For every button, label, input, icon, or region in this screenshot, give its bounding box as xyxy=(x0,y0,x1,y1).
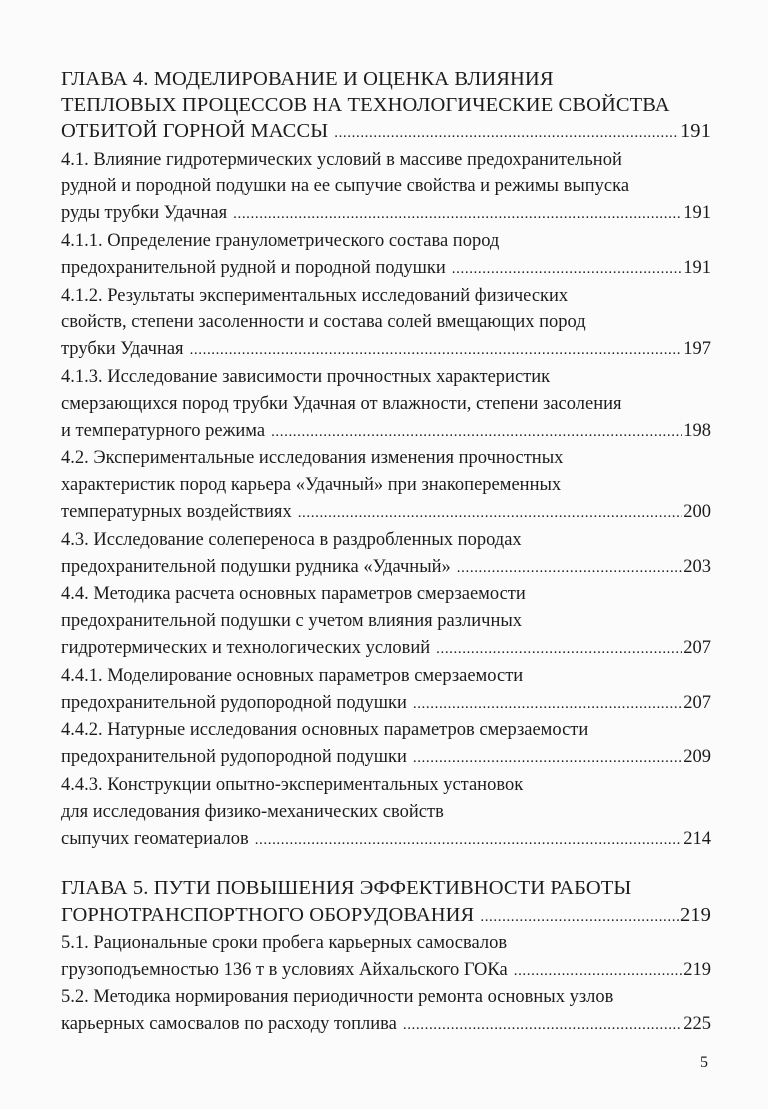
toc-entry-line: и температурного режима xyxy=(61,420,266,441)
toc-entry-line: рудной и породной подушки на ее сыпучие свойства и режимы выпуска xyxy=(61,176,630,197)
toc-entry-line: ОТБИТОЙ ГОРНОЙ МАССЫ xyxy=(61,120,329,143)
toc-entry xyxy=(61,147,711,228)
toc-page-number: 191 xyxy=(683,257,711,278)
toc-entry-line: грузоподъемностью 136 т в условиях Айхальского ГОКа xyxy=(61,959,508,980)
toc-chapter-entry xyxy=(61,66,711,147)
toc-entry xyxy=(61,283,711,364)
toc-entry-line: 4.3. Исследование солепереноса в раздробленных породах xyxy=(61,529,522,550)
toc-entry xyxy=(61,228,711,283)
toc-entry-last-line xyxy=(61,499,711,527)
toc-entry-last-line xyxy=(61,744,711,772)
toc-entry-line: 5.2. Методика нормирования периодичности ремонта основных узлов xyxy=(61,987,614,1008)
dot-leader xyxy=(255,827,683,854)
toc-page-number: 214 xyxy=(683,828,711,849)
toc-entry-line: ГОРНОТРАНСПОРТНОГО ОБОРУДОВАНИЯ xyxy=(61,903,475,926)
toc-entry-line: предохранительной подушки рудника «Удачный» xyxy=(61,556,451,577)
toc-entry-line: для исследования физико-механических свойств xyxy=(61,801,444,822)
toc-page-number: 219 xyxy=(679,903,711,926)
toc-entry-line: сыпучих геоматериалов xyxy=(61,828,249,849)
dot-leader xyxy=(190,337,683,364)
toc-entry-line: 4.4.1. Моделирование основных параметров смерзаемости xyxy=(61,665,524,686)
dot-leader xyxy=(334,120,679,146)
toc-entry-line: предохранительной подушки с учетом влияния различных xyxy=(61,611,523,632)
toc-entry-line: 4.4. Методика расчета основных параметров смерзаемости xyxy=(61,584,526,605)
toc-entry-line: 4.1.3. Исследование зависимости прочностных характеристик xyxy=(61,366,551,387)
dot-leader xyxy=(436,636,682,663)
toc-entry-last-line xyxy=(61,1011,711,1039)
toc-entry xyxy=(61,717,711,772)
toc-entry-line: предохранительной рудопородной подушки xyxy=(61,747,407,768)
toc-entry-line: гидротермических и технологических условий xyxy=(61,637,431,658)
toc-page-number: 207 xyxy=(683,692,711,713)
toc-page-number: 207 xyxy=(683,637,711,658)
toc-entry-last-line xyxy=(61,336,711,364)
toc-entry-line: 4.1.2. Результаты экспериментальных исследований физических xyxy=(61,285,569,306)
dot-leader xyxy=(452,256,682,283)
dot-leader xyxy=(480,904,679,930)
toc-entry-line: свойств, степени засоленности и состава солей вмещающих пород xyxy=(61,312,586,333)
toc-entry-line: 5.1. Рациональные сроки пробега карьерных самосвалов xyxy=(61,932,508,953)
section-gap xyxy=(61,853,711,875)
dot-leader xyxy=(298,500,683,527)
toc-page-number: 198 xyxy=(683,420,711,441)
toc-entry-last-line xyxy=(61,255,711,283)
toc-page-number: 197 xyxy=(683,339,711,360)
toc-entry-line: 4.1. Влияние гидротермических условий в массиве предохранительной xyxy=(61,149,622,170)
toc-page-number: 191 xyxy=(679,120,711,143)
toc-entry xyxy=(61,364,711,445)
toc-entry-line: ТЕПЛОВЫХ ПРОЦЕССОВ НА ТЕХНОЛОГИЧЕСКИЕ СВОЙСТВА xyxy=(61,94,670,117)
toc-entry-line: 4.2. Экспериментальные исследования изменения прочностных xyxy=(61,448,564,469)
dot-leader xyxy=(403,1012,682,1039)
toc-entry xyxy=(61,930,711,985)
toc-entry-last-line xyxy=(61,200,711,228)
dot-leader xyxy=(457,555,682,582)
toc-entry-line: ГЛАВА 5. ПУТИ ПОВЫШЕНИЯ ЭФФЕКТИВНОСТИ РАБОТЫ xyxy=(61,877,632,900)
toc-entry-line: руды трубки Удачная xyxy=(61,203,228,224)
toc-entry-last-line xyxy=(61,418,711,446)
toc-entry-last-line xyxy=(61,554,711,582)
dot-leader xyxy=(514,958,683,985)
table-of-contents xyxy=(61,66,711,1039)
toc-entry-last-line xyxy=(61,690,711,718)
toc-entry-last-line xyxy=(61,635,711,663)
toc-entry xyxy=(61,663,711,718)
toc-entry-line: смерзающихся пород трубки Удачная от влажности, степени засоления xyxy=(61,393,622,414)
toc-entry-line: температурных воздействиях xyxy=(61,501,292,522)
toc-entry-last-line xyxy=(61,826,711,854)
toc-entry xyxy=(61,445,711,526)
toc-entry xyxy=(61,527,711,582)
toc-page-number: 200 xyxy=(683,501,711,522)
page-number: 5 xyxy=(700,1054,708,1071)
dot-leader xyxy=(413,745,682,772)
toc-entry-line: 4.4.3. Конструкции опытно-экспериментальных установок xyxy=(61,774,524,795)
toc-page-number: 225 xyxy=(683,1014,711,1035)
toc-chapter-entry xyxy=(61,875,711,929)
toc-entry-last-line xyxy=(61,957,711,985)
toc-page-number: 219 xyxy=(683,959,711,980)
toc-page-number: 191 xyxy=(683,203,711,224)
toc-entry-last-line xyxy=(61,118,711,146)
toc-page-number: 209 xyxy=(683,747,711,768)
toc-entry-line: карьерных самосвалов по расходу топлива xyxy=(61,1014,397,1035)
toc-entry-last-line xyxy=(61,902,711,930)
toc-entry xyxy=(61,581,711,662)
toc-entry-line: ГЛАВА 4. МОДЕЛИРОВАНИЕ И ОЦЕНКА ВЛИЯНИЯ xyxy=(61,68,554,90)
dot-leader xyxy=(233,201,682,228)
toc-entry-line: предохранительной рудопородной подушки xyxy=(61,692,407,713)
dot-leader xyxy=(413,691,682,718)
toc-entry-line: 4.4.2. Натурные исследования основных параметров смерзаемости xyxy=(61,720,589,741)
dot-leader xyxy=(271,419,682,446)
toc-page-number: 203 xyxy=(683,556,711,577)
toc-entry-line: предохранительной рудной и породной подушки xyxy=(61,257,446,278)
toc-entry-line: характеристик пород карьера «Удачный» при знакопеременных xyxy=(61,475,562,496)
toc-entry-line: 4.1.1. Определение гранулометрического состава пород xyxy=(61,231,500,251)
toc-entry-line: трубки Удачная xyxy=(61,339,184,360)
toc-entry xyxy=(61,984,711,1039)
toc-entry xyxy=(61,772,711,853)
